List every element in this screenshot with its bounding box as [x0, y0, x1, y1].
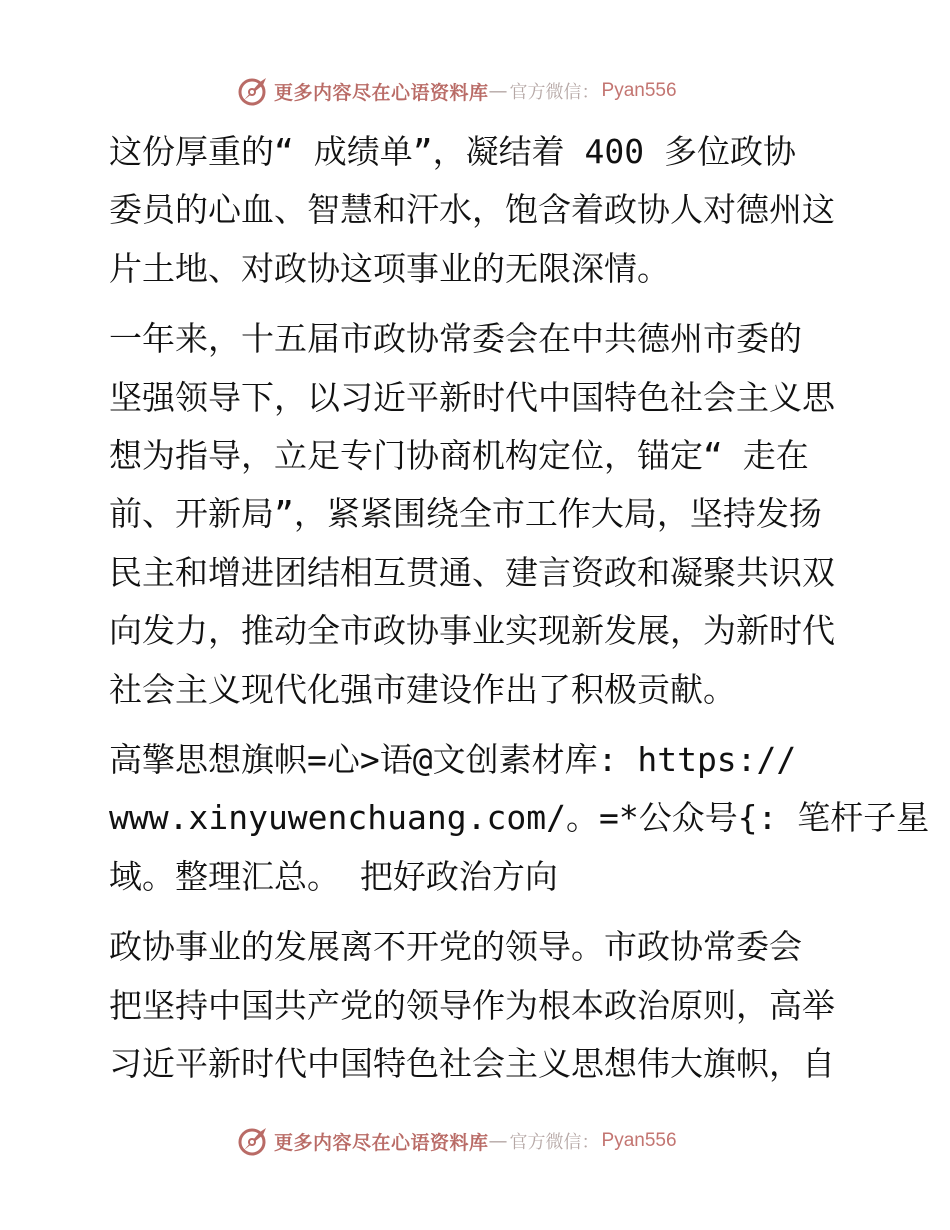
text-line: 社会主义现代化强市建设作出了积极贡献。	[109, 669, 736, 709]
document-body	[97, 123, 930, 1106]
paragraph-3	[97, 731, 930, 906]
text-line: 高擎思想旗帜=心>语@文创素材库: https://	[109, 740, 797, 780]
watermark-dash: —	[488, 1130, 508, 1152]
text-line: 习近平新时代中国特色社会主义思想伟大旗帜，自	[109, 1044, 835, 1084]
text-line: 想为指导，立足专门协商机构定位，锚定“ 走在	[109, 436, 809, 476]
watermark-subtitle: 官方微信：	[509, 1132, 600, 1153]
text-line: 民主和增进团结相互贯通、建言资政和凝聚共识双	[109, 552, 835, 592]
text-line: 坚强领导下，以习近平新时代中国特色社会主义思	[109, 377, 835, 417]
quill-circle-icon	[236, 1124, 270, 1158]
watermark-dash: —	[488, 80, 508, 102]
text-line: 委员的心血、智慧和汗水，饱含着政协人对德州这	[109, 190, 835, 230]
header-watermark	[236, 73, 677, 109]
paragraph-1	[97, 123, 857, 298]
text-line: www.xinyuwenchuang.com/。=*公众号{: 笔杆子星	[109, 798, 930, 838]
quill-circle-icon	[236, 74, 270, 108]
watermark-wechat-id: Pyan556	[601, 1130, 677, 1151]
text-line: 这份厚重的“ 成绩单”，凝结着 400 多位政协	[109, 132, 796, 171]
text-line: 一年来，十五届市政协常委会在中共德州市委的	[109, 319, 802, 359]
footer-watermark	[236, 1123, 677, 1159]
text-line: 把坚持中国共产党的领导作为根本政治原则，高举	[109, 985, 835, 1025]
text-line: 前、开新局”，紧紧围绕全市工作大局，坚持发扬	[109, 494, 822, 534]
text-line: 片土地、对政协这项事业的无限深情。	[109, 248, 670, 288]
watermark-subtitle: 官方微信：	[509, 82, 600, 103]
watermark-title: 更多内容尽在心语资料库	[274, 1131, 489, 1154]
text-line: 向发力，推动全市政协事业实现新发展，为新时代	[109, 611, 835, 651]
watermark-title: 更多内容尽在心语资料库	[274, 81, 489, 104]
watermark-wechat-id: Pyan556	[601, 80, 677, 101]
paragraph-4	[97, 918, 857, 1093]
text-line: 政协事业的发展离不开党的领导。市政协常委会	[109, 927, 802, 967]
paragraph-2	[97, 310, 857, 719]
text-line: 域。整理汇总。 把好政治方向	[109, 856, 558, 896]
